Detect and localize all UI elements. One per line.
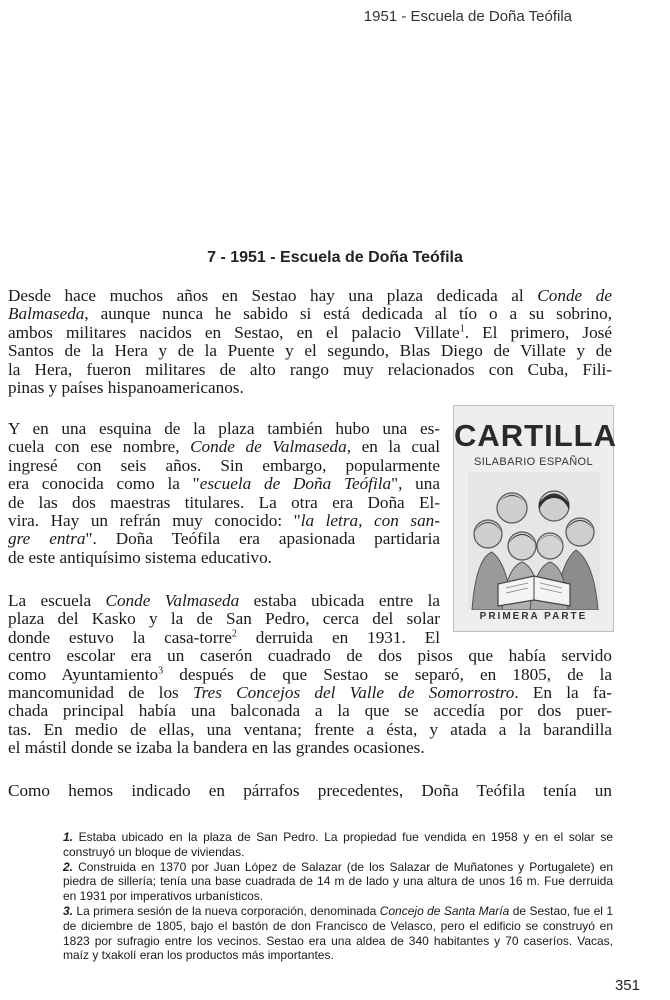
footnotes xyxy=(63,830,613,963)
paragraph-1: Desde hace muchos años en Sestao hay una plaza dedicada al Conde de Balmaseda, aunque nunca he sabido si está dedicada al tío o a su sobrino, ambos militares nacidos en Sestao, en el palacio Villate$^1$. El primero, José Santos de la Hera y de la Puente y el segundo, Blas Diego de Villate y de la Hera, fueron militares de alto rango muy relacionados con Cuba, Fili- pinas y países hispanoamericanos. xyxy=(8,286,612,398)
page-number: 351 xyxy=(614,977,640,994)
footnote-1: 1. Estaba ubicado en la plaza de San Pedro. La propiedad fue vendida en 1958 y en el solar se construyó un bloque de viviendas. xyxy=(63,830,613,859)
footnote-2: 2. Construida en 1370 por Juan López de Salazar (de los Salazar de Muñatones y Portugalete) en piedra de sillería; tenía una base cuadrada de 14 m de lado y una altura de unos 16 m. Fue derruida en 1931 por imperativos urbanísticos. xyxy=(63,859,613,904)
paragraph-4: Como hemos indicado en párrafos precedentes, Doña Teófila tenía un xyxy=(8,781,612,800)
footnote-ref-1: 1 xyxy=(459,323,465,335)
footnote-ref-3: 3 xyxy=(158,664,164,676)
paragraph-3: La escuela Conde Valmaseda estaba ubicada entre la plaza del Kasko y la de San Pedro, cerca del solar donde estuvo la casa-torre$^2$ derruida en 1931. El centro escolar era un caserón cuadrado de dos pisos que había servido como Ayuntamiento$^3$ después de que Sestao se separó, en 1805, de la mancomunidad de los Tres Concejos del Valle de Somorrostro. En la fa- chada principal había una balconada a la que se accedía por dos puer- tas. En medio de ellas, una ventana; frente a ésta, y atada a la barandilla el mástil donde se izaba la bandera en las grandes ocasiones. xyxy=(8,591,612,758)
chapter-title: 7 - 1951 - Escuela de Doña Teófila xyxy=(207,249,463,266)
footnote-3: 3. La primera sesión de la nueva corporación, denominada Concejo de Santa María de Sestao, fue el 1 de diciembre de 1805, bajo el bastón de don Francisco de Velasco, pero el edificio se construyó en 1823 por sufragio entre los vecinos. Sestao era una aldea de 340 habitantes y 70 caseríos. Vacas, maíz y txakolí eran los productos más importantes. xyxy=(63,903,614,963)
footnote-ref-2: 2 xyxy=(231,628,237,640)
running-header: 1951 - Escuela de Doña Teófila xyxy=(363,8,572,25)
cover-footer: PRIMERA PARTE xyxy=(479,611,588,622)
paragraph-2: Y en una esquina de la plaza también hubo una es- cuela con ese nombre, Conde de Valmaseda, en la cual ingresé con seis años. Sin embargo, popularmente era conocida como la "escuela de Doña Teófila", una de las dos maestras titulares. La otra era Doña El- vira. Hay un refrán muy conocido: "la letra, con san- gre entra". Doña Teófila era apasionada partidaria de este antiquísimo sistema educativo. xyxy=(8,419,440,567)
cover-subtitle: SILABARIO ESPAÑOL xyxy=(473,456,594,468)
children-reading-drawing xyxy=(468,472,600,610)
cover-title: CARTILLA xyxy=(454,418,617,453)
